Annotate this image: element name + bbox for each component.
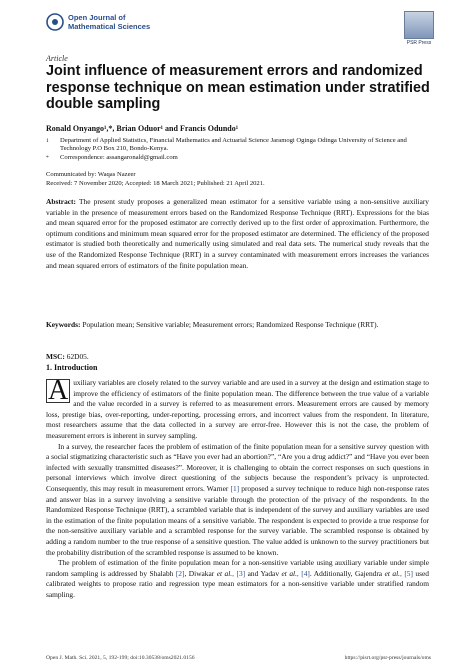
abstract-label: Abstract: [46, 197, 76, 206]
journal-name-line1: Open Journal of [68, 13, 126, 22]
journal-name-line2: Mathematical Sciences [68, 22, 151, 31]
affiliation-mark: 1 [46, 138, 49, 144]
article-type: Article [46, 54, 68, 63]
citation-link[interactable]: [2] [175, 568, 185, 578]
affiliation-mark: * [46, 154, 49, 161]
communicated-by: Communicated by: Waqas Nazeer [46, 171, 136, 178]
et-al: et al. [384, 568, 400, 578]
affiliation-text: Department of Applied Statistics, Financial Mathematics and Actuarial Science Jaramogi Oginga Odinga University of Science and Technology P.O Box 210, Bondo-Kenya. [60, 137, 407, 153]
affiliations [46, 137, 431, 162]
correspondence-text[interactable]: Correspondence: assangaronald@gmail.com [60, 153, 178, 161]
section-heading: 1. Introduction [46, 363, 98, 372]
intro-paragraph-3-text-d: . Additionally, Gajendra [309, 568, 385, 578]
journal-logo-icon [46, 13, 64, 31]
intro-paragraph-3-text-b: , Diwakar [184, 568, 217, 578]
journal-name [68, 13, 150, 31]
introduction-body [46, 375, 429, 600]
msc-label: MSC: [46, 352, 65, 361]
msc-classification [46, 352, 89, 361]
intro-paragraph-1 [46, 375, 429, 442]
intro-paragraph-3 [46, 558, 429, 600]
citation-link[interactable]: , [5] [400, 568, 413, 578]
article-dates: Received: 7 November 2020; Accepted: 18 March 2021; Published: 21 April 2021. [46, 180, 265, 188]
citation-link[interactable]: , [4] [296, 568, 310, 578]
correspondence-item [46, 154, 431, 162]
affiliation-item [46, 137, 431, 154]
abstract [46, 197, 429, 271]
publisher-label: PSR Press [406, 40, 432, 46]
citation-link[interactable]: , [3] [232, 568, 246, 578]
intro-paragraph-1-text: uxiliary variables are closely related to the survey variable and are used in a survey at the design and estimation stage to improve the efficiency of estimators of the finite population mean. The difference between the true value of a variable and the value recorded in a survey is referred to as measurement errors. Measurement errors are caused by memory loss, prestige bias, over-reporting, under-reporting, processing errors, and incorrect values from the respondent. In literature, most researchers assume that the data collected in a survey are error-free. However this is not the case, the problem of measurement errors is inherent in survey sampling. [46, 378, 429, 440]
intro-paragraph-3-text-e: used calibrated weights to propose ratio and regression type mean estimators for a non-sensitive variable under stratified random sampling. [46, 568, 429, 599]
intro-paragraph-2-text-b: proposed a survey technique to reduce high non-response rates and answer bias in a survey involving a sensitive variable through the protection of the privacy of the respondents. In the Randomized Response Technique (RRT), a scrambled variable that is independent of the survey and auxiliary variables are used in the estimation of the finite population means of a sensitive variable. The respondent is expected to provide a true response for the non-sensitive auxiliary variable and a scrambled response for the survey variable. The scrambled response is obtained by adding a random number to the true response of a sensitive question. The value added is unknown to the survey practitioners but the probability distribution of the scrambled response is assumed to be known. [46, 483, 429, 557]
et-al: et al. [216, 568, 233, 578]
keywords-label: Keywords: [46, 320, 81, 329]
publisher-cover-icon [404, 11, 434, 39]
page-footer [46, 655, 431, 661]
abstract-text: The present study proposes a generalized mean estimator for a sensitive variable using a non-sensitive auxiliary variable in the presence of measurement errors based on the Randomized Response Technique (RRT). Expressions for the bias and mean squared error for the proposed estimator are correctly derived up to the first order of approximation. Furthermore, the optimum conditions and minimum mean squared error for the proposed estimator are determined. The efficiency of the proposed estimator is studied both theoretically and numerically using simulated and real data sets. The numerical study reveals that the use of the Randomized Response Technique (RRT) in a survey contaminated with measurement errors increases the variances and mean squared errors of estimators of the finite population mean. [46, 197, 430, 270]
et-al: et al. [281, 568, 297, 578]
msc-text: 62D05. [66, 352, 89, 361]
footer-url[interactable]: https://pisrt.org/psr-press/journals/oms [344, 655, 431, 661]
keywords [46, 320, 429, 331]
publisher-logo [404, 11, 434, 45]
intro-paragraph-2-text-a: In a survey, the researcher faces the problem of estimation of the finite population mean for a sensitive survey question with a social stigmatizing characteristic such as “Have you ever had an abortion?”, “Are you a drug addict?” and “Have you ever been infected with sexually transmitted diseases?”. Moreover, it is challenging to obtain the correct responses on such questions in personal interviews which involve direct questioning of the subjects because the respondent’s privacy is unprotected. Consequently, this may result in measurement errors. Warner [46, 441, 429, 493]
intro-paragraph-3-text-c: and Yadav [245, 568, 282, 578]
paper-title: Joint influence of measurement errors and randomized response technique on mean estimation under stratified double sampling [46, 63, 430, 112]
keywords-text: Population mean; Sensitive variable; Measurement errors; Randomized Response Technique (RRT). [82, 320, 379, 329]
citation-link[interactable]: [1] [230, 483, 240, 493]
footer-citation: Open J. Math. Sci. 2021, 5, 192-199; doi:10.30538/oms2021.0156 [46, 655, 195, 661]
drop-cap: A [48, 375, 69, 406]
intro-paragraph-3-text-a: The problem of estimation of the finite population mean for a non-sensitive variable using auxiliary variable under simple random sampling is addressed by Shalabh [46, 558, 429, 578]
intro-paragraph-2 [46, 442, 429, 559]
article-meta [46, 170, 431, 188]
author-list: Ronald Onyango¹,*, Brian Oduor¹ and Francis Odundo¹ [46, 124, 239, 133]
journal-header [46, 11, 436, 45]
